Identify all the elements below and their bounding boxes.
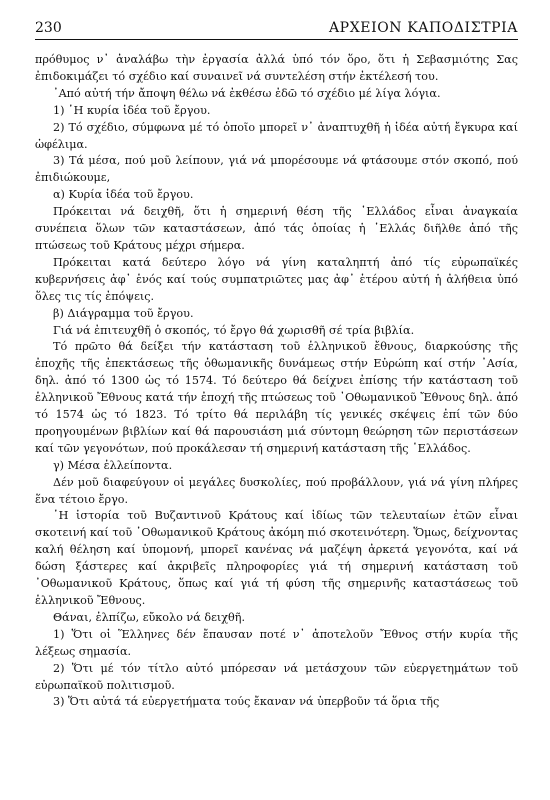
- paragraph: πρόθυμος ν᾿ ἀναλάβω τὴν ἐργασία ἀλλά ὑπό τόν ὅρο, ὅτι ἡ Σεβασμιότης Σας ἐπιδοκιμάζει τό σχέδιο καί συναινεῖ νά συντελέση στήν ἐκτέλεσή του.: [35, 53, 518, 83]
- list-item: 1) ῾Η κυρία ἰδέα τοῦ ἔργου.: [53, 103, 211, 117]
- running-title: ΑΡΧΕΙΟΝ ΚΑΠΟΔΙΣΤΡΙΑ: [328, 20, 518, 36]
- body-text: [35, 52, 518, 711]
- paragraph: Πρόκειται κατά δεύτερο λόγο νά γίνη καταληπτή ἀπό τίς εὐρωπαϊκές κυβερνήσεις ἀφ᾿ ἑνός καί τούς συμπατριῶτες μας ἀφ᾿ ἑτέρου αὐτή ἡ ἀλήθεια ὑπό ὅλες τις τίς ἐπόψεις.: [35, 255, 518, 303]
- paragraph: Δέν μοῦ διαφεύγουν οἱ μεγάλες δυσκολίες, πού προβάλλουν, γιά νά γίνη πλήρες ἕνα τέτοιο ἔργο.: [35, 475, 518, 506]
- paragraph: ᾿Από αὐτή τήν ἄποψη θέλω νά ἐκθέσω ἐδῶ τό σχέδιο μέ λίγα λόγια.: [53, 86, 441, 100]
- paragraph: Πρόκειται νά δειχθῆ, ὅτι ἡ σημερινή θέση τῆς ῾Ελλάδος εἶναι ἀναγκαία συνέπεια ὅλων τῶν καταστάσεων, ἀπό τάς ὁποίας ἡ ῾Ελλάς διῆλθε ἀπό τῆς πτώσεως τοῦ Κράτους μέχρι σήμερα.: [35, 205, 518, 252]
- list-item: γ) Μέσα ἐλλείποντα.: [53, 458, 173, 472]
- list-item: 2) Ὅτι μέ τόν τίτλο αὐτό μπόρεσαν νά μετάσχουν τῶν εὐεργετημάτων τοῦ εὐρωπαϊκοῦ πολιτισμοῦ.: [35, 661, 518, 692]
- paragraph: ῾Η ἱστορία τοῦ Βυζαντινοῦ Κράτους καί ἰδίως τῶν τελευταίων ἐτῶν εἶναι σκοτεινή καί τοῦ ᾿Οθωμανικοῦ Κράτους ἀκόμη πιό σκοτεινότερη. Ὅμως, δείχνοντας καλή θέληση καί ὑπομονή, μπορεῖ κανένας νά μαζέψη ἀρκετά γεγονότα, καί νά δώση ξάστερες καί ἀκριβεῖς πληροφορίες γιά τή σημερινή κατάσταση τοῦ ᾿Οθωμανικοῦ Κράτους, ὅπως καί γιά τή φύση τῆς σημερινῆς καταστάσεως τοῦ ἑλληνικοῦ Ἔθνους.: [35, 509, 518, 607]
- page-number: 230: [35, 20, 62, 36]
- list-item: 3) Τά μέσα, πού μοῦ λείπουν, γιά νά μπορέσουμε νά φτάσουμε στόν σκοπό, πού ἐπιδιώκουμε,: [35, 154, 518, 185]
- paragraph: Θάναι, ἐλπίζω, εὔκολο νά δειχθῆ.: [53, 610, 246, 624]
- list-item: α) Κυρία ἰδέα τοῦ ἔργου.: [53, 188, 194, 202]
- list-item: 2) Τό σχέδιο, σύμφωνα μέ τό ὁποῖο μπορεῖ ν᾿ ἀναπτυχθῆ ἡ ἰδέα αὐτή ἔγκυρα καί ὠφέλιμα.: [35, 120, 518, 151]
- list-item: 1) Ὅτι οἱ Ἕλληνες δέν ἔπαυσαν ποτέ ν᾿ ἀποτελοῦν Ἔθνος στήν κυρία τῆς λέξεως σημασία.: [35, 627, 518, 658]
- paragraph: Γιά νά ἐπιτευχθῆ ὁ σκοπός, τό ἔργο θά χωρισθῆ σέ τρία βιβλία.: [53, 323, 415, 337]
- paragraph: Τό πρῶτο θά δείξει τήν κατάσταση τοῦ ἑλληνικοῦ ἔθνους, διαρκούσης τῆς ἐποχῆς τῆς ἐπεκτάσεως τῆς ὀθωμανικῆς δυνάμεως στήν Εὐρώπη καί στήν ᾿Ασία, δηλ. ἀπό τό 1300 ὡς τό 1574. Τό δεύτερο θά δείχνει ἐπίσης τήν κατάσταση τοῦ ἑλληνικοῦ Ἔθνους κατά τήν ἐποχή τῆς πτώσεως τοῦ ᾿Οθωμανικοῦ Ἔθνους δηλ. ἀπό τό 1574 ὡς τό 1823. Τό τρίτο θά περιλάβη τίς γενικές σκέψεις ἐπί τῶν δύο προηγουμένων βιβλίων καί θά παρουσιάση μιά σύντομη θεώρηση τῶν περιστάσεων καί τῶν γεγονότων, πού προκάλεσαν τή σημερινή κατάσταση τῆς ῾Ελλάδος.: [35, 340, 518, 455]
- list-item: 3) Ὅτι αὐτά τά εὐεργετήματα τούς ἔκαναν νά ὑπερβοῦν τά ὅρια τῆς: [53, 695, 440, 709]
- running-header: [35, 20, 518, 40]
- list-item: β) Διάγραμμα τοῦ ἔργου.: [53, 306, 194, 320]
